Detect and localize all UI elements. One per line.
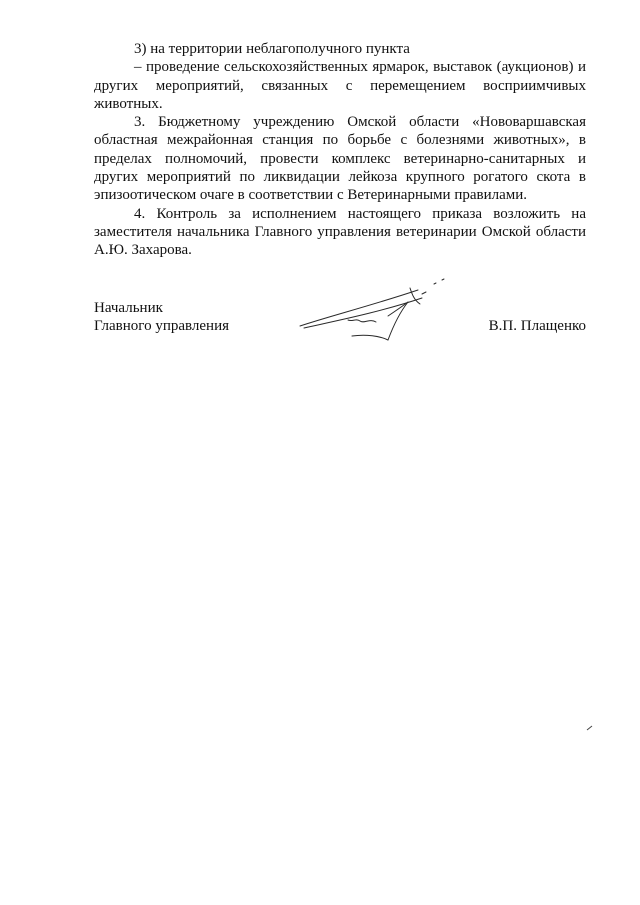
paragraph-fairs: – проведение сельскохозяйственных ярмарок, выставок (аукционов) и других мероприятий, связанных с перемещением восприимчивых животных. xyxy=(94,59,586,112)
paragraph-3-header: 3) на территории неблагополучного пункта xyxy=(134,41,410,57)
handwritten-signature-icon xyxy=(290,272,460,352)
document-body xyxy=(94,40,586,260)
paragraph-item-3: 3. Бюджетному учреждению Омской области «Нововаршавская областная межрайонная станция по борьбе с болезнями животных», в пределах полномочий, провести комплекс ветеринарно-санитарных и других мероприятий по ликвидации лейкоза крупного рогатого скота в эпизоотическом очаге в соответствии с Ветеринарными правилами. xyxy=(94,114,586,204)
scan-mark-icon xyxy=(586,724,594,732)
signatory-position xyxy=(94,299,229,336)
position-line-1: Начальник xyxy=(94,300,163,316)
position-line-2: Главного управления xyxy=(94,318,229,335)
signatory-name: В.П. Плащенко xyxy=(488,318,586,335)
paragraph-item-4: 4. Контроль за исполнением настоящего приказа возложить на заместителя начальника Главного управления ветеринарии Омской области А.Ю. Захарова. xyxy=(94,205,586,259)
